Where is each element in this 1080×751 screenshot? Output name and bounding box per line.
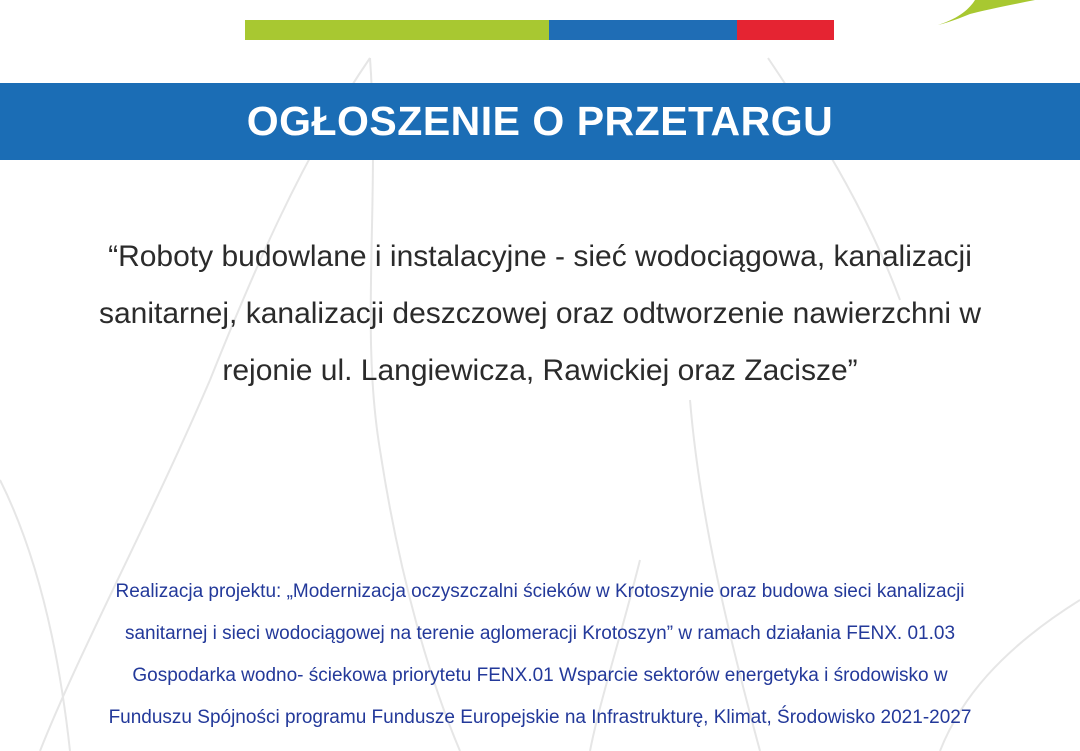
tender-subject-line: rejonie ul. Langiewicza, Rawickiej oraz Zacisze” xyxy=(222,354,858,387)
page-title: OGŁOSZENIE O PRZETARGU xyxy=(246,98,834,144)
logo-leaf-icon xyxy=(938,0,1035,25)
tender-subject-line: sanitarnej, kanalizacji deszczowej oraz odtworzenie nawierzchni w xyxy=(98,297,982,330)
title-banner xyxy=(0,83,1080,160)
project-info xyxy=(0,571,1080,739)
project-info-line: sanitarnej i sieci wodociągowej na terenie aglomeracji Krotoszyn” w ramach działania FENX. 01.03 xyxy=(124,623,956,644)
color-bar-green xyxy=(245,20,549,40)
color-bar-blue xyxy=(549,20,737,40)
project-info-line: Realizacja projektu: „Modernizacja oczyszczalni ścieków w Krotoszynie oraz budowa sieci kanalizacji xyxy=(115,581,965,602)
color-bar-red xyxy=(737,20,834,40)
tender-subject-line: “Roboty budowlane i instalacyjne - sieć wodociągowa, kanalizacji xyxy=(108,240,972,273)
project-info-line: Funduszu Spójności programu Fundusze Europejskie na Infrastrukturę, Klimat, Środowisko 2021-2027 xyxy=(108,707,972,728)
tender-subject xyxy=(0,228,1080,399)
project-info-line: Gospodarka wodno- ściekowa priorytetu FENX.01 Wsparcie sektorów energetyka i środowisko w xyxy=(132,665,948,686)
